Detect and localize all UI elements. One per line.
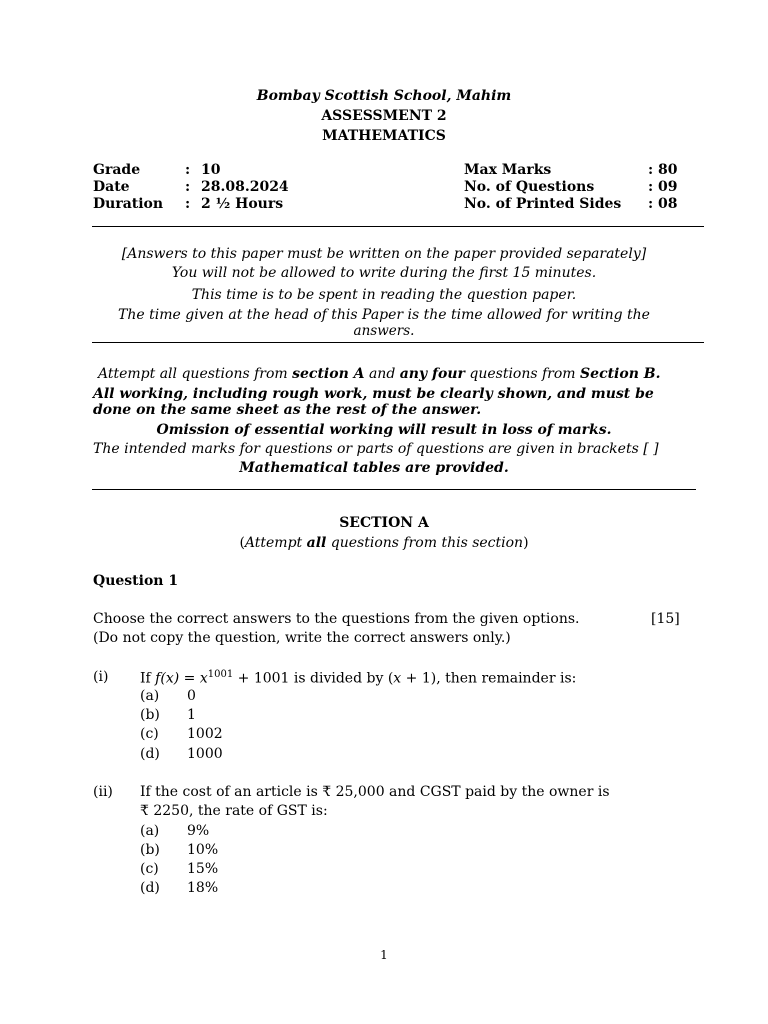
section-title: SECTION A (339, 515, 429, 531)
max-marks-label: Max Marks (464, 162, 552, 178)
date-label: Date (93, 179, 130, 195)
question-marks: [15] (651, 611, 680, 627)
page-number: 1 (380, 948, 388, 962)
question-title: Question 1 (93, 573, 179, 589)
option-text: 10% (187, 842, 219, 858)
q-rest1: + 1001 is divided by ( (233, 670, 394, 687)
option-label: (a) (140, 823, 160, 839)
printed-sides-value: : 08 (648, 196, 678, 212)
grade-value: 10 (201, 162, 221, 178)
attempt-mid: and (364, 366, 400, 382)
attempt-any-four: any four (399, 366, 465, 382)
q-rest2: + 1), then remainder is: (401, 670, 577, 687)
option-text: 1 (187, 707, 196, 723)
subtitle-pre: Attempt (244, 535, 307, 551)
option-label: (b) (140, 842, 160, 858)
assessment-title: ASSESSMENT 2 (321, 108, 447, 124)
q-x3: x (393, 670, 402, 687)
q-eq: = (179, 670, 200, 687)
option-label: (b) (140, 707, 160, 723)
num-questions-label: No. of Questions (464, 179, 595, 195)
attempt-mid2: questions from (464, 366, 581, 382)
duration-label: Duration (93, 196, 164, 212)
attempt-section-a: section A (292, 366, 365, 382)
num-questions-value: : 09 (648, 179, 678, 195)
date-value: 28.08.2024 (201, 179, 289, 195)
q-exponent: 1001 (207, 669, 234, 680)
option-text: 1002 (187, 726, 223, 742)
option-text: 18% (187, 880, 219, 896)
instruction-omission: Omission of essential working will result in loss of marks. (156, 422, 612, 438)
part-question-line-1: If the cost of an article is ₹ 25,000 and CGST paid by the owner is (140, 784, 610, 800)
part-number: (i) (93, 669, 109, 685)
subtitle-close: ) (523, 535, 529, 551)
question-intro: Choose the correct answers to the questions from the given options. (93, 611, 580, 627)
q-x2: x (199, 670, 208, 687)
subject-title: MATHEMATICS (322, 128, 446, 144)
option-label: (d) (140, 880, 160, 896)
divider-top (92, 226, 704, 227)
date-sep: : (185, 179, 191, 195)
printed-sides-label: No. of Printed Sides (464, 196, 622, 212)
note-reading: This time is to be spent in reading the question paper. (191, 287, 577, 303)
option-text: 9% (187, 823, 210, 839)
instruction-working-2: done on the same sheet as the rest of the answer. (93, 402, 482, 418)
note-time-b: answers. (353, 323, 415, 339)
part-question-text (140, 669, 576, 687)
attempt-pre: Attempt all questions from (98, 366, 293, 382)
question-instruction: (Do not copy the question, write the correct answers only.) (93, 630, 511, 646)
option-label: (d) (140, 746, 160, 762)
duration-sep: : (185, 196, 191, 212)
duration-value: 2 ½ Hours (201, 196, 284, 212)
option-text: 1000 (187, 746, 223, 762)
grade-label: Grade (93, 162, 141, 178)
subtitle-all: all (306, 535, 327, 551)
subtitle-post: questions from this section (326, 535, 524, 551)
subtitle-open: ( (239, 535, 245, 551)
section-subtitle (0, 535, 768, 551)
attempt-section-b: Section B. (580, 366, 661, 382)
q-x1: (x) (160, 670, 180, 687)
instruction-intended: The intended marks for questions or parts of questions are given in brackets [ ] (93, 441, 659, 457)
note-answers: [Answers to this paper must be written on the paper provided separately] (121, 246, 647, 262)
part-question-line-2: ₹ 2250, the rate of GST is: (140, 803, 328, 819)
option-label: (c) (140, 861, 159, 877)
divider-mid (92, 342, 704, 343)
note-no-write: You will not be allowed to write during the first 15 minutes. (171, 265, 597, 281)
option-text: 15% (187, 861, 219, 877)
instruction-tables: Mathematical tables are provided. (239, 460, 509, 476)
grade-sep: : (185, 162, 191, 178)
instruction-attempt (98, 366, 660, 382)
max-marks-value: : 80 (648, 162, 678, 178)
instruction-working-1: All working, including rough work, must be clearly shown, and must be (93, 386, 654, 402)
option-text: 0 (187, 688, 196, 704)
part-number: (ii) (93, 784, 113, 800)
school-name: Bombay Scottish School, Mahim (256, 88, 512, 104)
note-time-a: The time given at the head of this Paper is the time allowed for writing the (118, 307, 650, 323)
option-label: (c) (140, 726, 159, 742)
divider-bottom (92, 489, 696, 490)
option-label: (a) (140, 688, 160, 704)
q-f: f (155, 670, 161, 687)
q-if: If (140, 670, 156, 687)
